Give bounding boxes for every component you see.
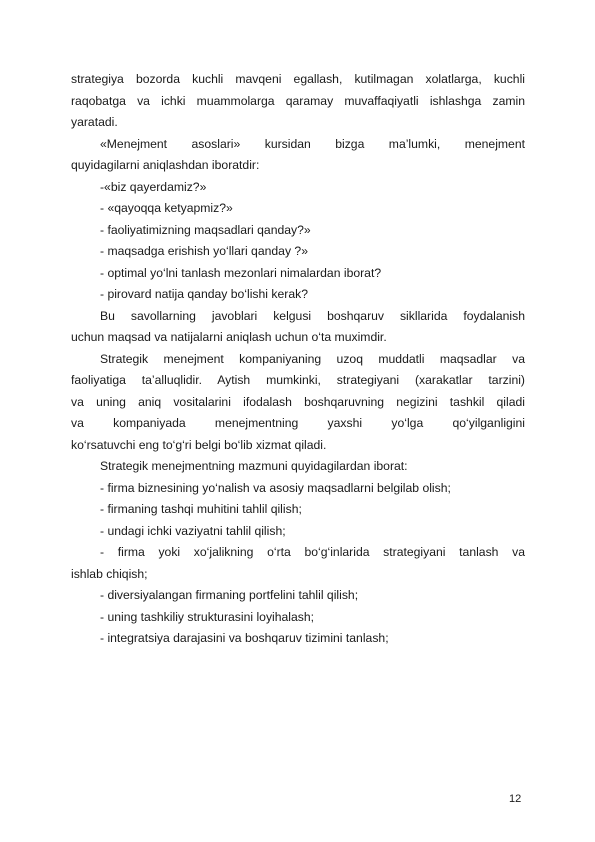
paragraph-line: quyidagilarni aniqlashdan iboratdir: [71,158,260,172]
document-page [71,69,525,650]
list-item: - uning tashkiliy strukturasini loyihalash; [100,609,315,624]
paragraph-line: Bu savollarning javoblari kelgusi boshqaruv sikllarida foydalanish [100,308,525,323]
list-item: - firma yoki xo‘jalikning o‘rta bo‘g‘inlarida strategiyani tanlash va [100,545,525,559]
list-item: - faoliyatimizning maqsadlari qanday?» [100,222,311,237]
paragraph-line: ko‘rsatuvchi eng to‘g‘ri belgi bo‘lib xizmat qiladi. [71,437,327,452]
paragraph-line: raqobatga va ichki muammolarga qaramay muvaffaqiyatli ishlashga zamin [71,93,525,108]
list-item: - firmaning tashqi muhitini tahlil qilish; [100,502,302,516]
paragraph-line: uchun maqsad va natijalarni aniqlash uchun o‘ta muximdir. [71,330,387,344]
paragraph-line: va uning aniq vositalarini ifodalash boshqaruvning negizini tashkil qiladi [71,394,525,409]
list-item: - integratsiya darajasini va boshqaruv tizimini tanlash; [100,631,389,645]
list-item: - «qayoqqa ketyapmiz?» [100,201,233,215]
list-item: - undagi ichki vaziyatni tahlil qilish; [100,523,286,538]
list-item: -«biz qayerdamiz?» [100,179,207,194]
list-item: - firma biznesining yo‘nalish va asosiy maqsadlarni belgilab olish; [100,480,451,495]
list-item: - pirovard natija qanday bo‘lishi kerak? [100,287,308,301]
paragraph-line: Strategik menejmentning mazmuni quyidagilardan iborat: [100,459,408,473]
paragraph-line: Strategik menejment kompaniyaning uzoq muddatli maqsadlar va [100,351,525,366]
paragraph-line: yaratadi. [71,115,118,129]
paragraph-line: «Menejment asoslari» kursidan bizga ma’lumki, menejment [100,136,525,151]
list-item: - diversiyalangan firmaning portfelini tahlil qilish; [100,588,359,602]
paragraph-line: strategiya bozorda kuchli mavqeni egallash, kutilmagan xolatlarga, kuchli [71,72,525,86]
list-item: ishlab chiqish; [71,566,148,581]
paragraph-line: faoliyatiga ta’alluqlidir. Aytish mumkinki, strategiyani (xarakatlar tarzini) [71,373,525,387]
list-item: - optimal yo‘lni tanlash mezonlari nimalardan iborat? [100,265,382,280]
paragraph-line: va kompaniyada menejmentning yaxshi yo‘lga qo‘yilganligini [71,416,525,430]
list-item: - maqsadga erishish yo‘llari qanday ?» [100,244,308,258]
page-number: 12 [509,793,522,805]
